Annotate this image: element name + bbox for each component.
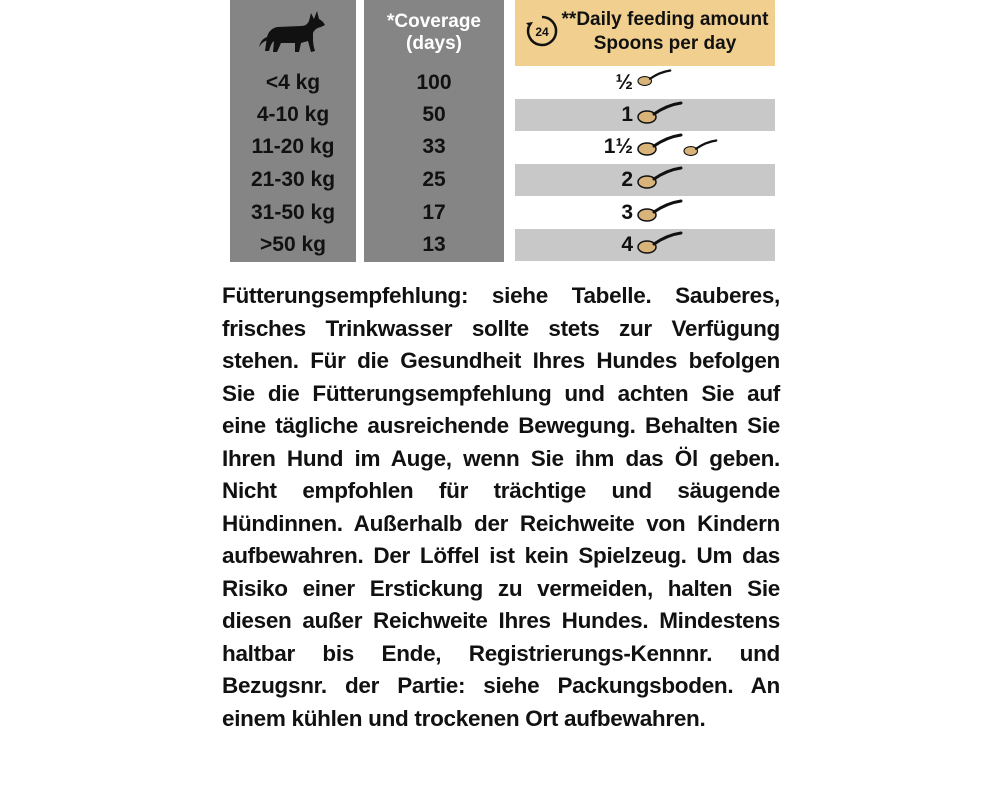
coverage-cell: 100 [416, 71, 452, 94]
feeding-header-line1: **Daily feeding amount [561, 9, 769, 30]
feeding-header-text [555, 8, 775, 56]
spoon-icons [637, 101, 683, 129]
spoon-amount: 4 [621, 233, 633, 256]
feeding-row [515, 99, 775, 131]
weight-column-header [230, 0, 356, 66]
coverage-header-text: *Coverage (days) [387, 11, 481, 54]
spoon-icon [637, 133, 683, 157]
spoon-icons [637, 199, 683, 227]
clock-label: 24 [535, 25, 549, 39]
clock-24h-icon [525, 14, 559, 48]
weight-column [230, 0, 356, 262]
coverage-cell: 25 [422, 168, 446, 191]
weight-cell: <4 kg [265, 71, 321, 94]
feeding-row [515, 197, 775, 229]
feeding-row [515, 229, 775, 261]
spoon-icon [637, 69, 672, 87]
spoon-icon [637, 231, 683, 255]
spoon-icons [637, 231, 683, 259]
weight-cell: 4-10 kg [256, 103, 330, 126]
spoon-icons [637, 166, 683, 194]
feeding-header-line2: Spoons per day [593, 33, 737, 54]
coverage-column-header [364, 0, 504, 66]
spoon-amount: ½ [615, 71, 633, 94]
spoon-amount: 3 [621, 201, 633, 224]
coverage-cell: 50 [422, 103, 446, 126]
coverage-cell: 33 [422, 135, 446, 158]
spoon-icon [637, 166, 683, 190]
spoon-icons [637, 133, 718, 161]
weight-cell: 21-30 kg [250, 168, 336, 191]
coverage-cell: 13 [422, 233, 446, 256]
coverage-column [364, 0, 504, 262]
dog-icon [257, 7, 329, 59]
spoon-amount: 1½ [603, 135, 633, 158]
spoon-icon [637, 199, 683, 223]
spoon-icon [683, 139, 718, 157]
feeding-row [515, 164, 775, 196]
spoon-icon [637, 101, 683, 125]
spoon-amount: 1 [621, 103, 633, 126]
coverage-cell: 17 [422, 201, 446, 224]
feeding-instructions-text: Fütterungsempfehlung: siehe Tabelle. Sauberes, frisches Trinkwasser sollte stets zur Verfügung stehen. Für die Gesundheit Ihres Hundes befolgen Sie die Fütterungsempfehlung und achten Sie auf eine tägliche ausreichende Bewegung. Behalten Sie Ihren Hund im Auge, wenn Sie ihm das Öl geben. Nicht empfohlen für trächtige und säugende Hündinnen. Außerhalb der Reichweite von Kindern aufbewahren. Der Löffel ist kein Spielzeug. Um das Risiko einer Erstickung zu vermeiden, halten Sie diesen außer Reichweite Ihres Hundes. Mindestens haltbar bis Ende, Registrierungs-Kennnr. und Bezugsnr. der Partie: siehe Packungsboden. An einem kühlen und trockenen Ort aufbewahren. [222, 283, 780, 731]
feeding-row [515, 67, 775, 99]
weight-cell: 31-50 kg [250, 201, 336, 224]
spoon-icons [637, 69, 672, 97]
weight-cell: 11-20 kg [251, 135, 335, 158]
weight-cell: >50 kg [260, 233, 326, 256]
feeding-row [515, 131, 775, 163]
spoon-amount: 2 [621, 168, 633, 191]
feeding-amount-header [515, 0, 775, 66]
